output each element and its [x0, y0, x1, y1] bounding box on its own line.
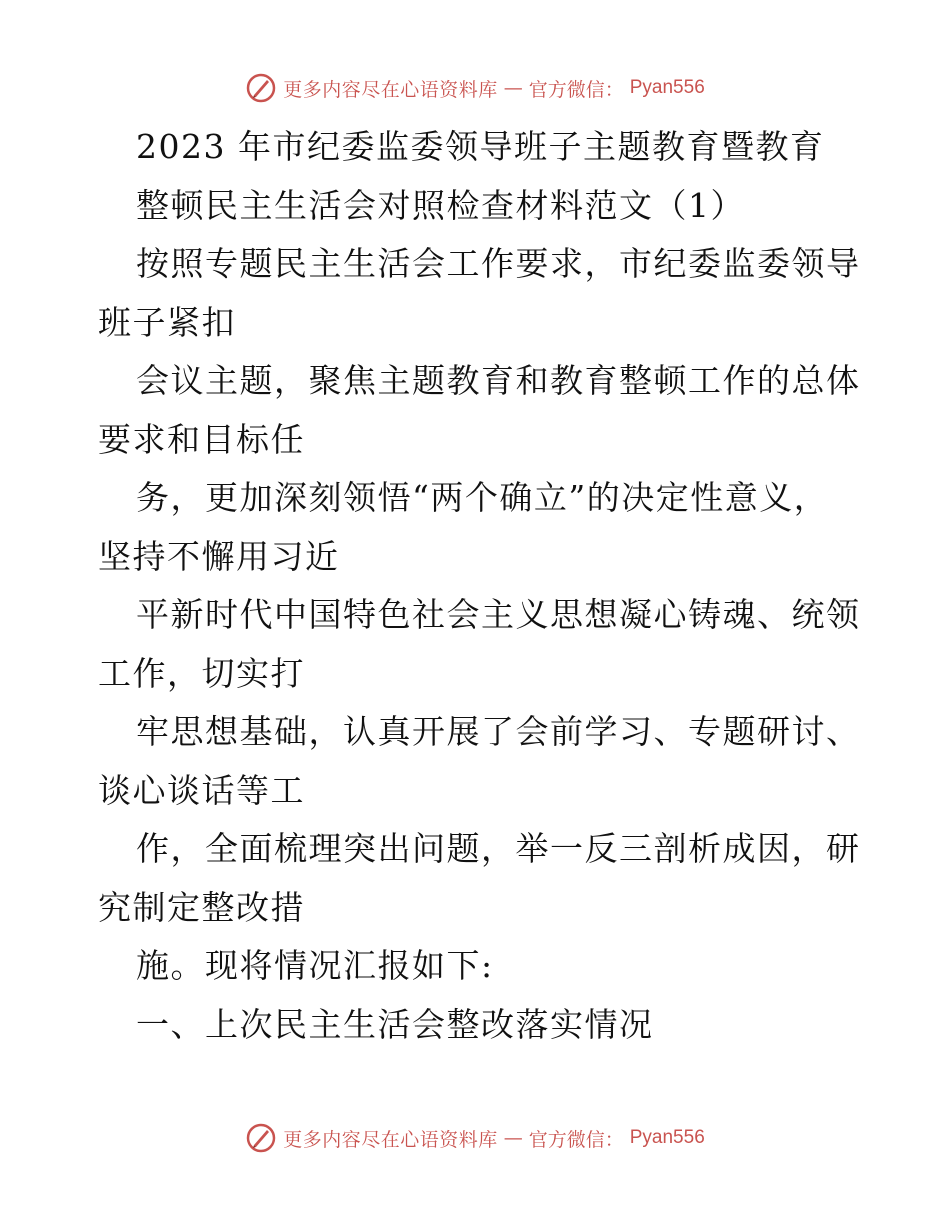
paragraph-line: 班子紧扣 [98, 302, 236, 342]
paragraph-line: 坚持不懈用习近 [98, 536, 340, 576]
paragraph-line: 会议主题，聚焦主题教育和教育整顿工作的总体 [136, 361, 861, 400]
watermark-text: 更多内容尽在心语资料库 [283, 1128, 498, 1151]
section-heading: 一、上次民主生活会整改落实情况 [136, 1004, 654, 1044]
paragraph-line: 按照专题民主生活会工作要求，市纪委监委领导 [136, 244, 861, 283]
watermark-text: 更多内容尽在心语资料库 [283, 78, 498, 101]
paragraph-line: 牢思想基础，认真开展了会前学习、专题研讨、 [136, 712, 861, 751]
watermark-wechat-id: Pyan556 [629, 77, 705, 98]
paragraph-line: 究制定整改措 [98, 887, 305, 927]
header-watermark [0, 72, 950, 104]
quill-logo-icon [245, 72, 277, 104]
title-line-1: 2023 年市纪委监委领导班子主题教育暨教育 [136, 127, 825, 166]
paragraph-line: 要求和目标任 [98, 419, 305, 459]
paragraph-line: 工作，切实打 [98, 653, 305, 693]
watermark-label: 官方微信： [528, 1128, 624, 1151]
document-body [98, 118, 861, 1054]
paragraph-line: 务，更加深刻领悟“两个确立”的决定性意义， [136, 478, 829, 517]
title-line-2: 整顿民主生活会对照检查材料范文（1） [136, 185, 745, 225]
watermark-label: 官方微信： [528, 78, 624, 101]
paragraph-line: 作，全面梳理突出问题，举一反三剖析成因，研 [136, 829, 861, 868]
watermark-wechat-id: Pyan556 [629, 1127, 705, 1148]
quill-logo-icon [245, 1122, 277, 1154]
watermark-separator: — [503, 1127, 523, 1149]
paragraph-line: 平新时代中国特色社会主义思想凝心铸魂、统领 [136, 595, 861, 634]
watermark-separator: — [503, 77, 523, 99]
paragraph-line: 施。现将情况汇报如下: [136, 946, 494, 985]
footer-watermark [0, 1122, 950, 1154]
paragraph-line: 谈心谈话等工 [98, 770, 305, 810]
